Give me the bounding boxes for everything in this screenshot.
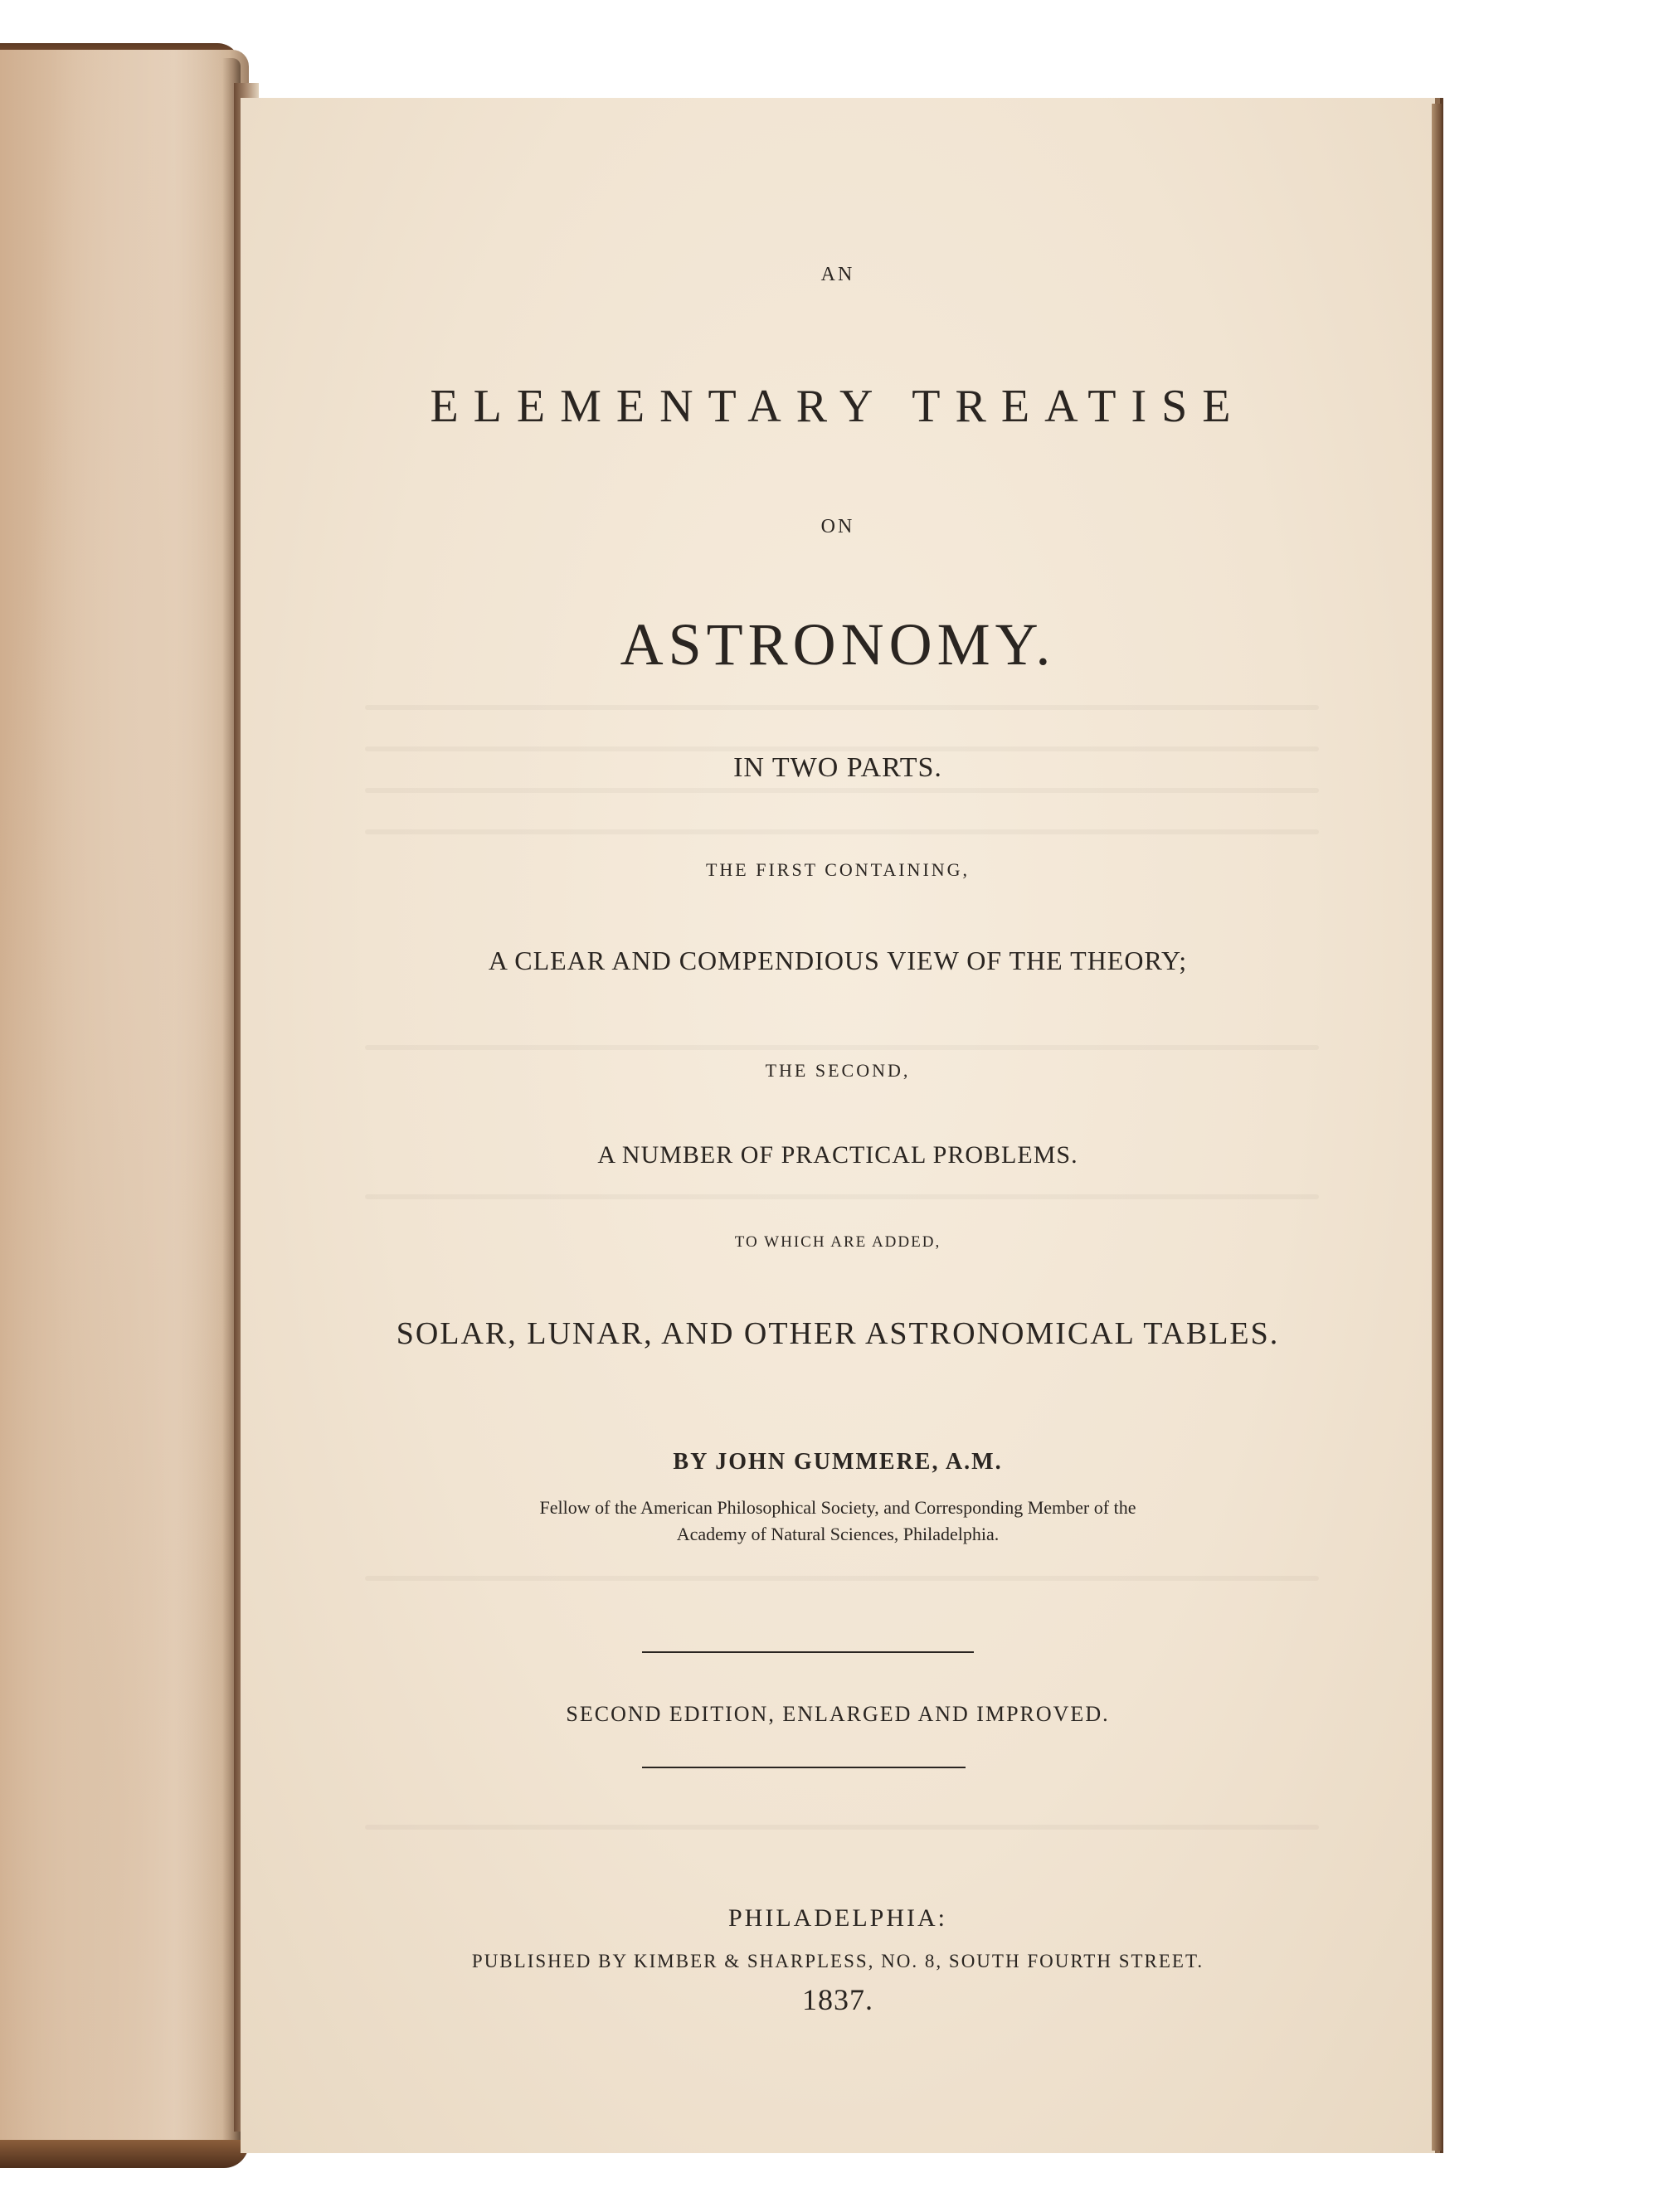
author-affiliation-line-1: Fellow of the American Philosophical Society, and Corresponding Member of the [539, 1497, 1136, 1518]
show-through-line [365, 1194, 1319, 1199]
show-through-line [365, 746, 1319, 751]
to-which-added-line: TO WHICH ARE ADDED, [734, 1233, 941, 1251]
author-line: BY JOHN GUMMERE, A.M. [673, 1449, 1003, 1475]
show-through-line [365, 705, 1319, 710]
show-through-line [365, 788, 1319, 793]
first-containing-line: THE FIRST CONTAINING, [705, 859, 971, 880]
second-description: A NUMBER OF PRACTICAL PROBLEMS. [597, 1141, 1078, 1169]
divider-rule [642, 1651, 974, 1653]
imprint-year: 1837. [802, 1983, 873, 2016]
the-second-line: THE SECOND, [765, 1060, 911, 1081]
left-facing-page [0, 50, 249, 2156]
show-through-line [365, 1576, 1319, 1581]
author-affiliation-line-2: Academy of Natural Sciences, Philadelphia. [676, 1524, 1000, 1544]
show-through-line [365, 1045, 1319, 1050]
divider-rule [642, 1767, 966, 1768]
show-through-line [365, 829, 1319, 834]
tables-line: SOLAR, LUNAR, AND OTHER ASTRONOMICAL TABLES. [396, 1316, 1280, 1351]
show-through-line [365, 1825, 1319, 1830]
parts-line: IN TWO PARTS. [733, 752, 942, 783]
subject-title: ASTRONOMY. [620, 611, 1056, 678]
main-title: ELEMENTARY TREATISE [430, 381, 1246, 432]
imprint-publisher: PUBLISHED BY KIMBER & SHARPLESS, NO. 8, SOUTH FOURTH STREET. [471, 1951, 1204, 1971]
title-preposition: ON [820, 516, 855, 537]
book-spine-bottom [0, 2140, 249, 2168]
edition-line: SECOND EDITION, ENLARGED AND IMPROVED. [566, 1702, 1110, 1726]
imprint-city: PHILADELPHIA: [728, 1904, 947, 1932]
title-article: AN [820, 264, 855, 285]
first-description: A CLEAR AND COMPENDIOUS VIEW OF THE THEORY; [488, 946, 1188, 975]
